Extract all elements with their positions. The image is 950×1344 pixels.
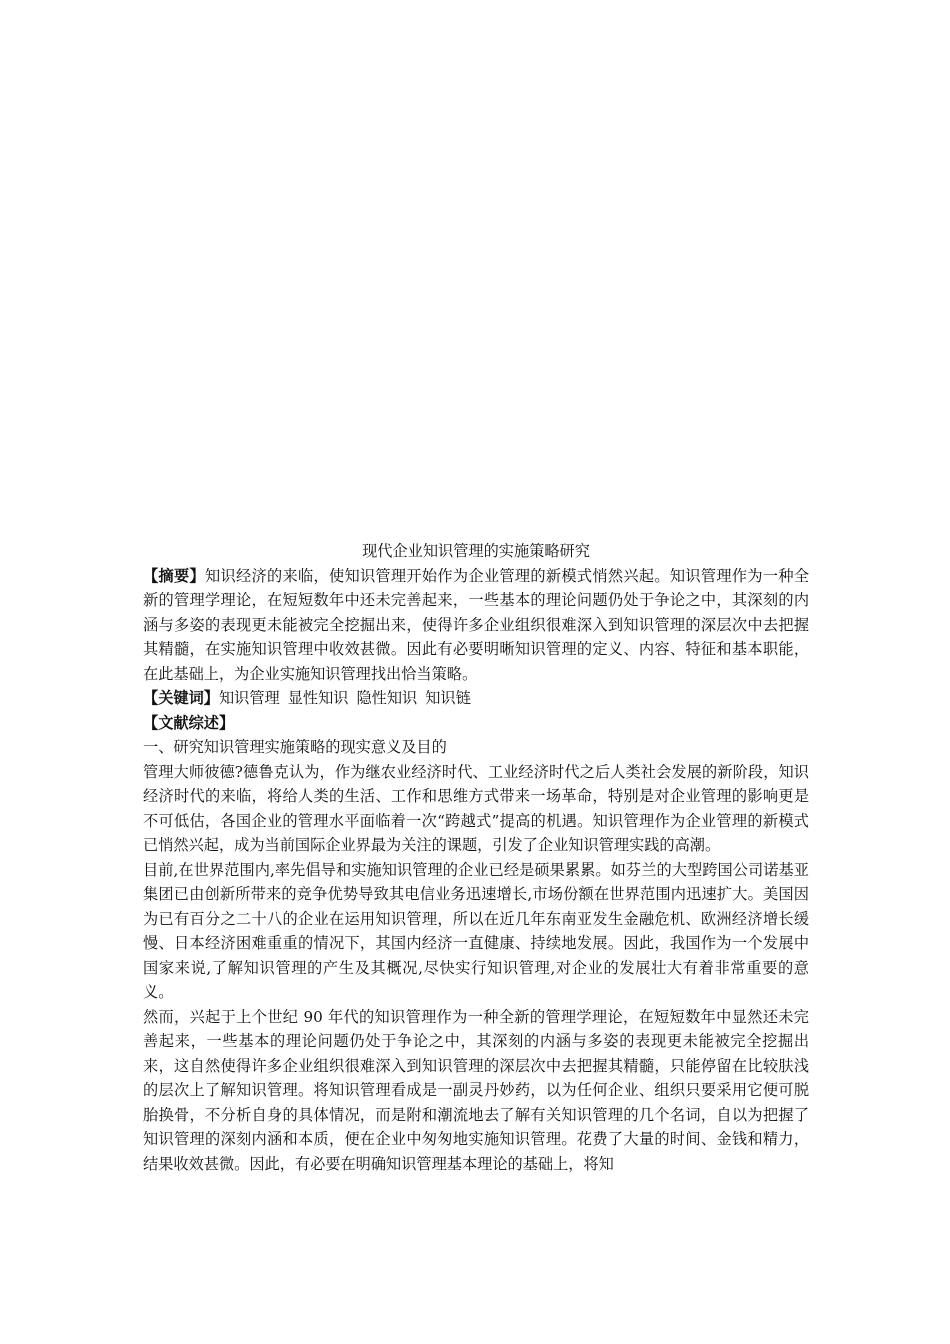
abstract-label: 【摘要】 <box>143 566 205 585</box>
keyword-item: 知识链 <box>425 689 471 707</box>
keyword-item: 知识管理 <box>218 689 280 707</box>
section-heading: 一、研究知识管理实施策略的现实意义及目的 <box>143 738 447 756</box>
document-body <box>143 539 809 1176</box>
document-title: 现代企业知识管理的实施策略研究 <box>362 542 590 560</box>
abstract-paragraph <box>143 564 809 687</box>
keywords-line <box>143 686 809 711</box>
keyword-item: 隐性知识 <box>356 689 418 707</box>
abstract-text: 知识经济的来临，使知识管理开始作为企业管理的新模式悄然兴起。知识管理作为一种全新的管理学理论，在短短数年中还未完善起来，一些基本的理论问题仍处于争论之中，其深刻的内涵与多姿的表现更未能被完全挖掘出来，使得许多企业组织很难深入到知识管理的深层次中去把握其精髓，在实施知识管理中收效甚微。因此有必要明晰知识管理的定义、内容、特征和基本职能，在此基础上，为企业实施知识管理找出恰当策略。 <box>143 566 810 683</box>
literature-review-heading: 【文献综述】 <box>143 713 235 732</box>
body-paragraph: 然而，兴起于上个世纪 90 年代的知识管理作为一种全新的管理学理论，在短短数年中显然还未完善起来，一些基本的理论问题仍处于争论之中，其深刻的内涵与多姿的表现更未能被完全挖掘出来，这自然使得许多企业组织很难深入到知识管理的深层次中去把握其精髓，只能停留在比较肤浅的层次上了解知识管理。将知识管理看成是一副灵丹妙药，以为任何企业、组织只要采用它便可脱胎换骨，不分析自身的具体情况，而是附和潮流地去了解有关知识管理的几个名词，自以为把握了知识管理的深刻内涵和本质，便在企业中匆匆地实施知识管理。花费了大量的时间、金钱和精力，结果收效甚微。因此，有必要在明确知识管理基本理论的基础上，将知 <box>143 1007 809 1173</box>
keywords-label: 【关键词】 <box>143 689 219 707</box>
body-paragraph: 管理大师彼德?德鲁克认为，作为继农业经济时代、工业经济时代之后人类社会发展的新阶段，知识经济时代的来临，将给人类的生活、工作和思维方式带来一场革命，特别是对企业管理的影响更是不可低估，各国企业的管理水平面临着一次“跨越式”提高的机遇。知识管理作为企业管理的新模式已悄然兴起，成为当前国际企业界最为关注的课题，引发了企业知识管理实践的高潮。 <box>143 762 809 854</box>
body-paragraph: 目前,在世界范围内,率先倡导和实施知识管理的企业已经是硕果累累。如芬兰的大型跨国公司诺基亚集团已由创新所带来的竞争优势导致其电信业务迅速增长,市场份额在世界范围内迅速扩大。美国因为已有百分之二十八的企业在运用知识管理，所以在近几年东南亚发生金融危机、欧洲经济增长缓慢、日本经济困难重重的情况下，其国内经济一直健康、持续地发展。因此，我国作为一个发展中国家来说,了解知识管理的产生及其概况,尽快实行知识管理,对企业的发展壮大有着非常重要的意义。 <box>143 860 809 1001</box>
keyword-item: 显性知识 <box>287 689 349 707</box>
